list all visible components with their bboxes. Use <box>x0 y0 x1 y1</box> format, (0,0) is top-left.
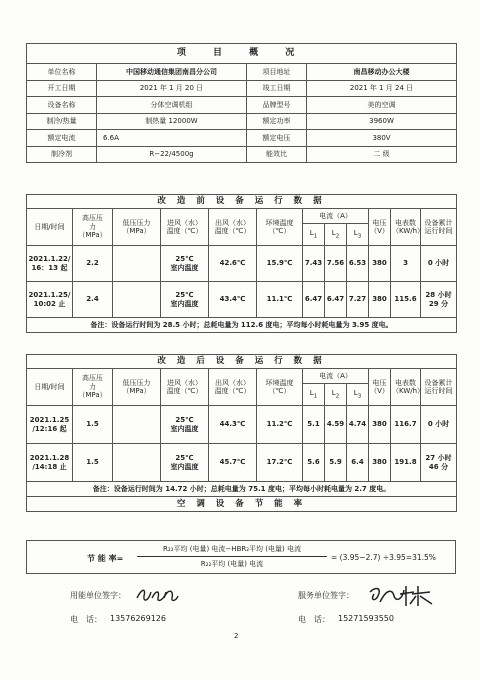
table-row: 2021.1.28 /14:18 止 1.5 25℃ 室内温度 45.7℃ 17.2℃ 5.6 5.9 6.4 380 191.8 27 小时 46 分 <box>27 444 457 482</box>
header-current: 电流（A） <box>303 209 369 224</box>
header-l2: $L_2$ <box>325 384 347 406</box>
header-current: 电流（A） <box>303 369 369 384</box>
user-signature-label: 用能单位签字： <box>70 591 126 600</box>
user-phone: 13576269126 <box>110 614 166 623</box>
header-inlet-temp: 进风（水） 温度（℃） <box>161 209 209 246</box>
service-signature-handwriting <box>366 580 436 610</box>
formula-numerator: R₂₂平均 (电量) 电流−HBR₂平均 (电量) 电流 <box>137 544 327 557</box>
header-outlet-temp: 出风（水） 温度（℃） <box>209 209 257 246</box>
overview-row: 额定电流 6.6A 额定电压 380V <box>27 130 457 147</box>
project-overview-table <box>26 43 457 163</box>
overview-row: 制冷/热量 制热量 12000W 额定功率 3960W <box>27 113 457 130</box>
after-retrofit-table <box>26 354 457 512</box>
user-signature-handwriting <box>134 584 180 606</box>
overview-row: 开工日期 2021 年 1 月 20 日 竣工日期 2021 年 1 月 24 日 <box>27 80 457 97</box>
header-ambient-temp: 环境温度 （℃） <box>257 369 303 406</box>
service-phone-label: 电 话： <box>298 615 330 624</box>
after-note: 备注：设备运行时间为 14.72 小时；总耗电量为 75.1 度电；平均每小时耗电量为 2.7 度电。 <box>27 482 457 497</box>
header-voltage: 电压 （V） <box>369 209 391 246</box>
after-title: 改 造 后 设 备 运 行 数 据 <box>27 355 457 369</box>
overview-row: 设备名称 分体空调机组 品牌型号 美的空调 <box>27 97 457 114</box>
header-l3: $L_3$ <box>347 384 369 406</box>
overview-row: 制冷剂 R−22/4500g 能效比 二 级 <box>27 146 457 163</box>
formula-label: 节 能 率= <box>87 554 124 563</box>
service-signature-label: 服务单位签字： <box>298 591 354 600</box>
header-low-pressure: 低压压力 （MPa） <box>113 209 161 246</box>
user-phone-label: 电 话： <box>70 615 102 624</box>
header-runtime: 设备累计 运行时间 <box>421 369 457 406</box>
overview-title: 项 目 概 况 <box>27 44 457 64</box>
saving-title: 空 调 设 备 节 能 率 <box>27 497 457 512</box>
table-row: 2021.1.22/ 16：13 起 2.2 25℃ 室内温度 42.6℃ 15.9℃ 7.43 7.56 6.53 380 3 0 小时 <box>27 246 457 282</box>
header-low-pressure: 低压压力 （MPa） <box>113 369 161 406</box>
header-l2: $L_2$ <box>325 224 347 246</box>
header-l3: $L_3$ <box>347 224 369 246</box>
before-title: 改 造 前 设 备 运 行 数 据 <box>27 195 457 209</box>
header-l1: $L_1$ <box>303 224 325 246</box>
header-meter: 电表数 （KW/h） <box>391 369 421 406</box>
header-date: 日期/时间 <box>27 209 73 246</box>
header-voltage: 电压 （V） <box>369 369 391 406</box>
page-number: 2 <box>234 632 239 640</box>
service-phone: 15271593550 <box>338 614 394 623</box>
formula-result: = (3.95−2.7) ÷3.95=31.5% <box>331 553 436 562</box>
before-note: 备注：设备运行时间为 28.5 小时；总耗电量为 112.6 度电；平均每小时耗电量为 3.95 度电。 <box>27 318 457 333</box>
header-high-pressure: 高压压 力 （MPa） <box>73 209 113 246</box>
before-retrofit-table <box>26 194 457 333</box>
overview-row: 单位名称 中国移动通信集团南昌分公司 项目地址 南昌移动办公大楼 <box>27 64 457 81</box>
header-high-pressure: 高压压 力 （MPa） <box>73 369 113 406</box>
header-ambient-temp: 环境温度 （℃） <box>257 209 303 246</box>
header-inlet-temp: 进风（水） 温度（℃） <box>161 369 209 406</box>
header-meter: 电表数 （KW/h） <box>391 209 421 246</box>
header-runtime: 设备累计 运行时间 <box>421 209 457 246</box>
formula-fraction <box>137 544 327 569</box>
header-outlet-temp: 出风（水） 温度（℃） <box>209 369 257 406</box>
energy-saving-formula <box>26 540 456 574</box>
formula-denominator: R₂₂平均 (电量) 电流 <box>200 560 264 568</box>
header-l1: $L_1$ <box>303 384 325 406</box>
header-date: 日期/时间 <box>27 369 73 406</box>
table-row: 2021.1.25/ 10:02 止 2.4 25℃ 室内温度 43.4℃ 11.1℃ 6.47 6.47 7.27 380 115.6 28 小时 29 分 <box>27 282 457 318</box>
table-row: 2021.1.25 /12:16 起 1.5 25℃ 室内温度 44.3℃ 11.2℃ 5.1 4.59 4.74 380 116.7 0 小时 <box>27 406 457 444</box>
